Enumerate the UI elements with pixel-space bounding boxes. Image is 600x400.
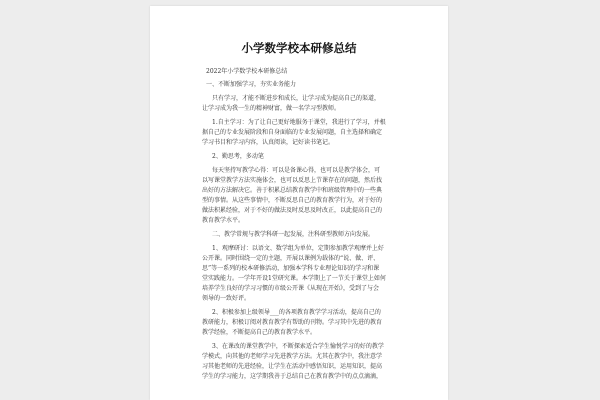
text-line: 学习书目和学习内容，认真阅读，记好读书笔记。 <box>202 139 335 146</box>
text-line: 2、勤思考，多动笔 <box>212 153 264 160</box>
text-line: 以写课堂教学方法实施体会，也可以反思上节课存在的问题，然后找 <box>202 177 383 184</box>
text-line: 堂实践能力。一学年开设1堂研究课。本学期上了一节关于课堂上如何 <box>202 275 386 282</box>
text-line: 每天坚持写教学心得：可以是备课心得，也可以是教学体会，可 <box>212 167 381 174</box>
text-line: 二、教学常规与教学科研一起发展，注科研型教师方向发展。 <box>212 231 375 238</box>
text-line: 做法积累经验，对于不好的做法及时反思及时改正，以此提高自己的 <box>202 207 383 214</box>
text-line: 习其他老师的先进经验，让学生在活动中感悟知识，运用知识，提高 <box>202 363 383 370</box>
text-line: 学模式，向其他的老师学习先进教学方法。尤其在教学中，我注意学 <box>202 353 383 360</box>
text-line: 2、积极参加上级领导___的各项教育教学学习活动，提高自己的 <box>212 309 381 316</box>
document-page <box>150 6 448 400</box>
text-line: 教育教学水平。 <box>202 217 245 224</box>
text-line: 一、不断加强学习，夯实业务能力 <box>206 81 297 88</box>
text-line: 公开课。同时围绕一定的主题，开展以课例为载体的“说、做、评、 <box>202 255 380 262</box>
text-line: 1、观摩研讨：以语文、数学组为单位，定期参加教学观摩并上好 <box>212 245 384 252</box>
text-line: 让学习成为我一生的精神财富，做一名学习型教师。 <box>202 105 341 112</box>
text-line: 据自己的专业发展阶段和自身面临的专业发展问题，自主选择和确定 <box>202 129 383 136</box>
text-line: 出好的方法解决它。善于积累总结教育教学中和班级管理中的一些典 <box>202 187 383 194</box>
text-line: 教研能力，积极订阅对教育教学有帮助的刊物。学习其中先进的教育 <box>202 319 383 326</box>
text-line: 型的事情。从这些事情中，不断反思自己的教育教学行为，对于好的 <box>202 197 383 204</box>
text-line: 领导的一致好评。 <box>202 295 251 302</box>
text-line: 2022年小学数学校本研修总结 <box>206 68 288 75</box>
text-line: 教学经验，不断提高自己的教育教学水平。 <box>202 329 317 336</box>
text-line: 学生的学习能力，这学期我善于总结自己在教育教学中的点点滴滴， <box>202 373 383 380</box>
text-line: 1.自主学习：为了让自己更好地服务于课堂，我进行了学习，并根 <box>212 119 386 126</box>
text-line: 思”等一系列的校本研修活动，加强本学科专业理论知识的学习和课 <box>202 265 380 272</box>
text-line: 只有学习，才能不断进步和成长，让学习成为提高自己的渠道， <box>212 95 381 102</box>
text-line: 培养学生良好的学习习惯的市级公开课《从现在开始》，受到了与会 <box>202 285 380 292</box>
page-title: 小学数学校本研修总结 <box>241 41 357 55</box>
text-line: 3、在课改的课堂教学中，不断探索适合学生愉悦学习的好的教学 <box>212 343 384 350</box>
